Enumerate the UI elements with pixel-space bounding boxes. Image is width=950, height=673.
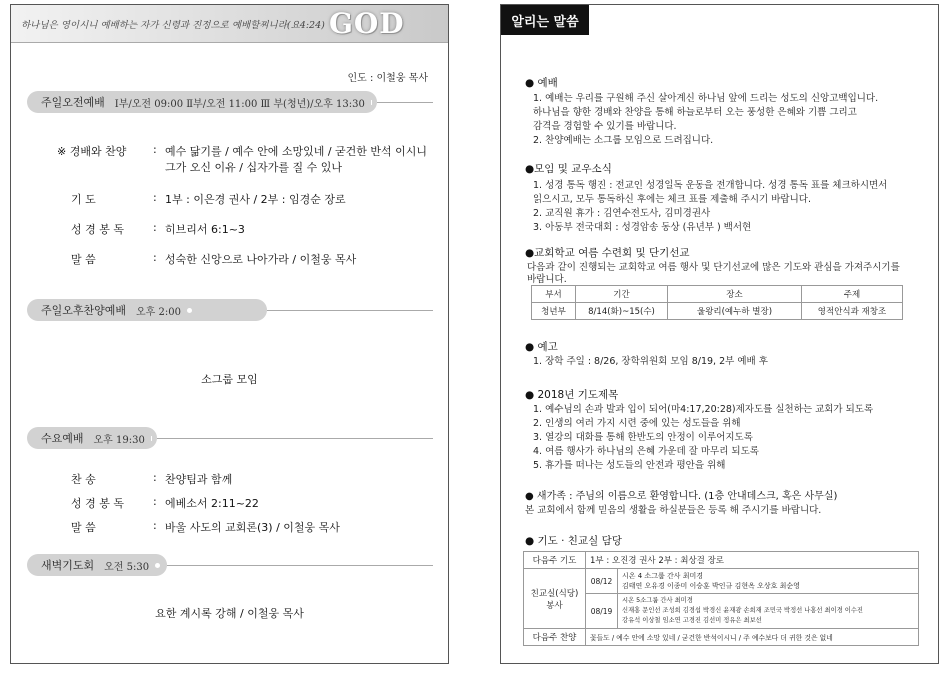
dawn-content: 요한 계시록 강해 / 이철웅 목사 xyxy=(155,607,304,620)
duty-group-line: 김태연 오유경 이종미 이승훈 박인규 김현옥 오상호 최순영 xyxy=(622,582,800,590)
duty-table xyxy=(523,551,919,646)
reading-label: 성 경 봉 독 xyxy=(71,223,124,236)
morning-service-title: 주일오전예배 xyxy=(41,96,105,109)
table-row xyxy=(524,569,919,594)
retreat-line: 바랍니다. xyxy=(527,274,567,285)
next-praise-value: 꽃들도 / 예수 안에 소망 있네 / 굳건한 반석이시니 / 주 예수보다 더 귀한 것은 없네 xyxy=(586,629,919,646)
next-prayer-value: 1부 : 오진경 권사 2부 : 최상걸 장로 xyxy=(586,552,919,569)
morning-service-header xyxy=(27,91,377,113)
dawn-service-header xyxy=(27,554,167,576)
dot-icon xyxy=(155,563,160,568)
table-header: 기간 xyxy=(576,286,668,303)
prayer-row: 기 도 : 1부 : 이은경 권사 / 2부 : 임경순 장로 xyxy=(71,191,346,206)
hymn-line1: 예수 닮기를 / 예수 안에 소망있네 / 굳건한 반석 이시니 xyxy=(165,145,428,158)
right-page xyxy=(500,4,939,664)
sermon-value: 성숙한 신앙으로 나아가라 / 이철웅 목사 xyxy=(165,253,357,266)
meetings-heading: ●모임 및 교우소식 xyxy=(525,163,612,175)
table-header: 부서 xyxy=(532,286,576,303)
worship-line: 하나님을 향한 경배와 찬양을 통해 하늘로부터 오는 풍성한 은혜와 기쁨 그리고 xyxy=(533,107,857,118)
leader-text: 인도 : 이철웅 목사 xyxy=(347,73,428,84)
left-page xyxy=(10,4,449,664)
meetings-line: 2. 교직원 휴가 : 김연수전도사, 김미경권사 xyxy=(533,208,711,219)
sermon-row: 말 씀 : 성숙한 신앙으로 나아가라 / 이철웅 목사 xyxy=(71,251,357,266)
table-row xyxy=(524,552,919,569)
newcomers-heading: ● 새가족 : 주님의 이름으로 환영합니다. (1층 안내데스크, 혹은 사무실) xyxy=(525,491,838,502)
afternoon-service-time: 오후 2:00 xyxy=(136,306,181,318)
dawn-service-title: 새벽기도회 xyxy=(41,559,95,572)
prayer-topics-heading: ● 2018년 기도제목 xyxy=(525,389,619,401)
dawn-service-time: 오전 5:30 xyxy=(104,561,150,573)
meetings-line: 1. 성경 통독 행진 : 전교인 성경일독 운동을 전개합니다. 성경 통독 표를 체크하시면서 xyxy=(533,180,888,191)
newcomers-line: 본 교회에서 함께 믿음의 생활을 하실분들은 등록 해 주시기를 바랍니다. xyxy=(525,505,822,516)
meetings-line: 3. 아동부 전국대회 : 성경암송 동상 (유년부 ) 백서현 xyxy=(533,222,752,233)
duty-date: 08/12 xyxy=(586,569,618,594)
divider xyxy=(167,565,433,566)
hymn-label: ※ 경배와 찬양 xyxy=(57,145,127,158)
afternoon-content: 소그룹 모임 xyxy=(201,373,258,386)
worship-heading: ● 예배 xyxy=(525,77,558,89)
table-row xyxy=(532,303,903,320)
retreat-table xyxy=(531,285,903,320)
wed-sermon-value: 바울 사도의 교회론(3) / 이철웅 목사 xyxy=(165,521,340,534)
prayer-topic-line: 1. 예수님의 손과 발과 입이 되어(마4:17,20:28)제자도를 실천하는 교회가 되도록 xyxy=(533,404,874,415)
praise-value: 찬양팀과 함께 xyxy=(165,473,233,486)
sermon-label: 말 씀 xyxy=(71,253,96,266)
verse-text: 하나님은 영이시니 예배하는 자가 신령과 진정으로 예배할찌니라(요4:24) xyxy=(21,20,325,31)
prayer-topic-line: 2. 인생의 여러 가지 시련 중에 있는 성도들을 위해 xyxy=(533,418,741,429)
verse-banner xyxy=(11,5,448,43)
table-row xyxy=(524,629,919,646)
wednesday-service-time: 오후 19:30 xyxy=(93,434,145,446)
dot-icon xyxy=(187,308,192,313)
table-cell: 영적안식과 재창조 xyxy=(802,303,903,320)
retreat-line: 다음과 같이 진행되는 교회학교 여름 행사 및 단기선교에 많은 기도와 관심을 가져주시기를 xyxy=(527,262,900,273)
table-header: 주제 xyxy=(802,286,903,303)
prayer-value: 1부 : 이은경 권사 / 2부 : 임경순 장로 xyxy=(165,193,346,206)
duty-group-line: 신재홍 문인선 조성희 김경섭 박경신 윤재광 손희재 조민국 박정선 나홍선 최이경 이수진 xyxy=(622,607,863,614)
wed-reading-value: 에베소서 2:11~22 xyxy=(165,497,259,510)
wed-sermon-row: 말 씀 : 바울 사도의 교회론(3) / 이철웅 목사 xyxy=(71,519,340,534)
divider xyxy=(157,438,433,439)
prayer-topic-line: 4. 여름 행사가 하나님의 은혜 가운데 잘 마무리 되도록 xyxy=(533,446,759,457)
fellowship-label-1: 친교실(식당) xyxy=(530,588,579,599)
table-header-row xyxy=(532,286,903,303)
wed-reading-label: 성 경 봉 독 xyxy=(71,497,124,510)
duty-date: 08/19 xyxy=(586,594,618,629)
divider xyxy=(377,102,433,103)
worship-line: 감격을 경험할 수 있기를 바랍니다. xyxy=(533,121,677,132)
next-praise-label: 다음주 찬양 xyxy=(524,629,586,646)
notice-line: 1. 장학 주일 : 8/26, 장학위원회 모임 8/19, 2부 예배 후 xyxy=(533,356,768,367)
table-cell: 울왕리(예누하 별장) xyxy=(668,303,802,320)
hymn-row: ※ 경배와 찬양 : 예수 닮기를 / 예수 안에 소망있네 / 굳건한 반석 이시니 그가 오신 이유 / 십자가를 질 수 있나 xyxy=(57,143,428,174)
reading-row: 성 경 봉 독 : 히브리서 6:1~3 xyxy=(71,221,245,236)
notice-heading: ● 예고 xyxy=(525,341,558,353)
praise-row: 찬 송 : 찬양팀과 함께 xyxy=(71,471,233,486)
divider xyxy=(267,310,433,311)
fellowship-label xyxy=(524,569,586,629)
worship-line: 2. 찬양예배는 소그룹 모임으로 드려집니다. xyxy=(533,135,714,146)
table-cell: 청년부 xyxy=(532,303,576,320)
table-header: 장소 xyxy=(668,286,802,303)
duty-group-line: 시온 4 소그룹 간사 최미경 xyxy=(622,572,703,580)
worship-line: 1. 예배는 우리를 구원해 주신 살아계신 하나님 앞에 드리는 성도의 신앙고백입니다. xyxy=(533,93,879,104)
hymn-line2: 그가 오신 이유 / 십자가를 질 수 있나 xyxy=(165,161,342,174)
wed-reading-row: 성 경 봉 독 : 에베소서 2:11~22 xyxy=(71,495,259,510)
reading-value: 히브리서 6:1~3 xyxy=(165,223,245,236)
duty-group-line: 시온 5소그룹 간사 최미경 xyxy=(622,597,693,604)
afternoon-service-header xyxy=(27,299,267,321)
wednesday-service-header xyxy=(27,427,157,449)
god-logo: GOD xyxy=(329,7,405,40)
prayer-topic-line: 3. 열강의 대화를 통해 한반도의 안정이 이루어지도록 xyxy=(533,432,753,443)
table-cell: 8/14(화)~15(수) xyxy=(576,303,668,320)
prayer-label: 기 도 xyxy=(71,193,96,206)
morning-service-time: Ⅰ부/오전 09:00 Ⅱ부/오전 11:00 Ⅲ 부(청년)/오후 13:30 xyxy=(114,98,365,110)
duty-group xyxy=(618,569,919,594)
wednesday-service-title: 수요예배 xyxy=(41,432,84,445)
wed-sermon-label: 말 씀 xyxy=(71,521,96,534)
duty-heading: ● 기도 · 친교실 담당 xyxy=(525,535,622,547)
retreat-heading: ●교회학교 여름 수련회 및 단기선교 xyxy=(525,247,690,259)
duty-group-line: 강유석 이상철 임소연 고경진 김선미 정유은 최보선 xyxy=(622,617,762,624)
fellowship-label-2: 봉사 xyxy=(546,600,563,611)
meetings-line: 읽으시고, 모두 통독하신 후에는 체크 표를 제출해 주시기 바랍니다. xyxy=(533,194,811,205)
announcements-title: 알리는 말씀 xyxy=(501,5,589,35)
duty-group xyxy=(618,594,919,629)
next-prayer-label: 다음주 기도 xyxy=(524,552,586,569)
praise-label: 찬 송 xyxy=(71,473,96,486)
prayer-topic-line: 5. 휴가를 떠나는 성도들의 안전과 평안을 위해 xyxy=(533,460,726,471)
afternoon-service-title: 주일오후찬양예배 xyxy=(41,304,127,317)
